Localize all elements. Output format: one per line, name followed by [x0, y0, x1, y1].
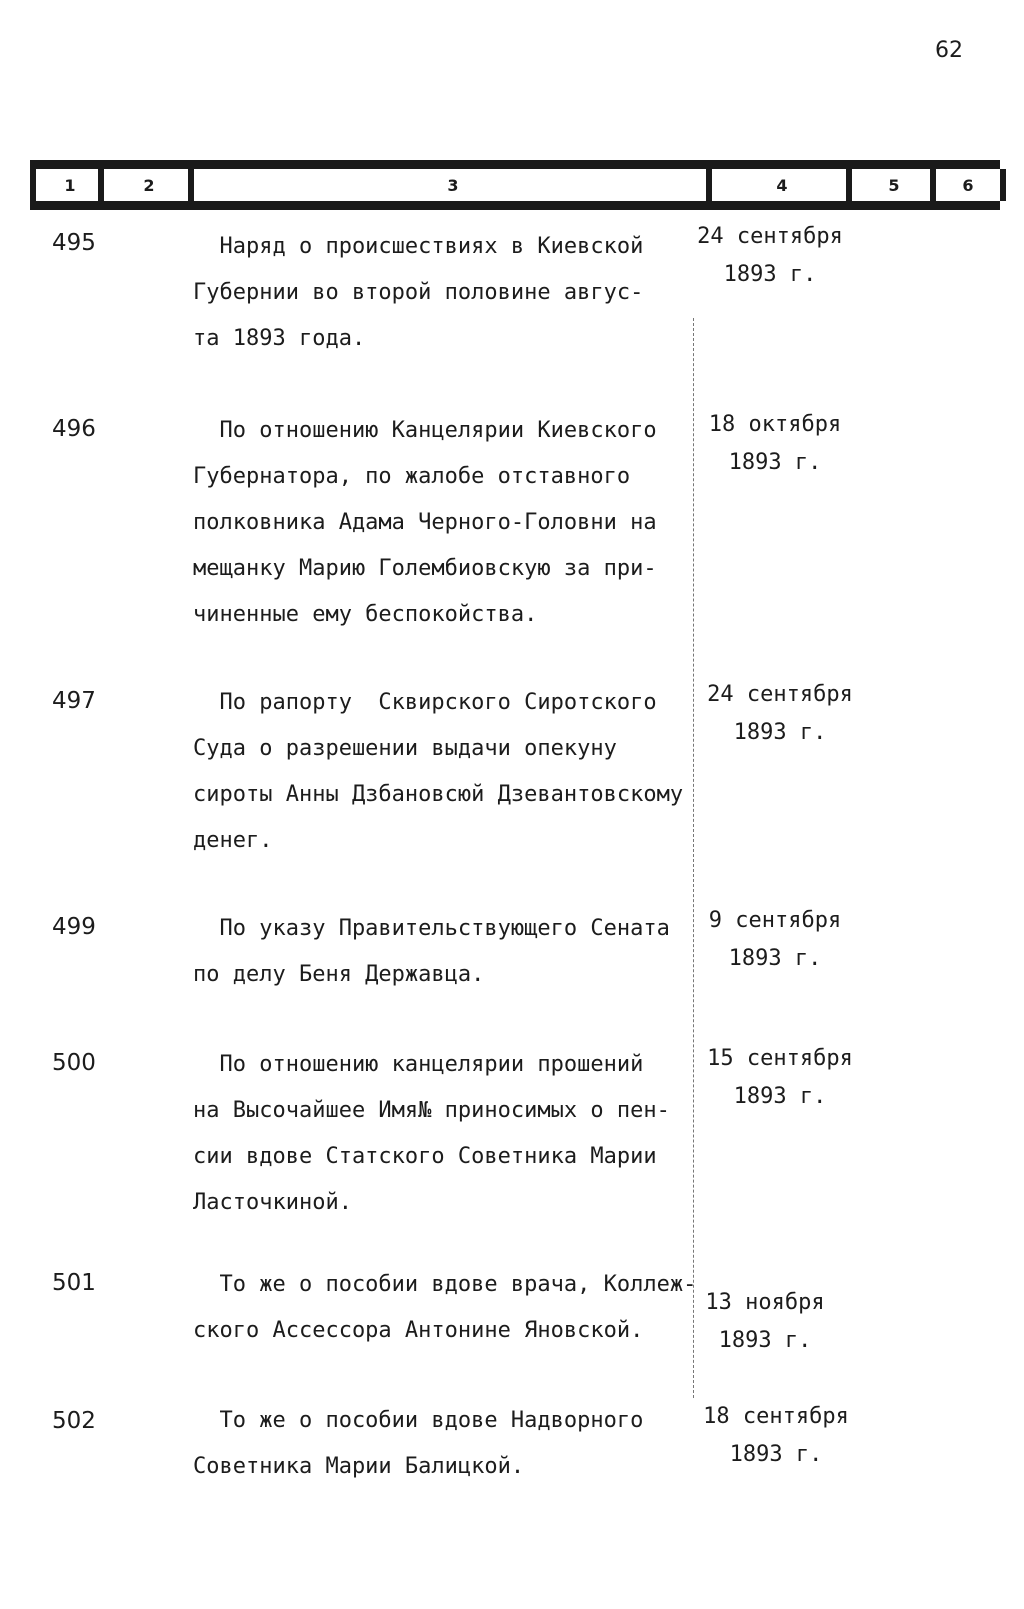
- record-line: чиненные ему беспокойства.: [193, 602, 538, 627]
- record-line: То же о пособии вдове врача, Коллеж-: [193, 1272, 697, 1297]
- record-line: Суда о разрешении выдачи опекуну: [193, 736, 617, 761]
- record-description: [193, 1042, 703, 1226]
- record-date: [700, 676, 860, 752]
- record-line: Наряд о происшествиях в Киевской: [193, 234, 644, 259]
- record-date: [700, 1040, 860, 1116]
- record-date: [690, 1284, 840, 1360]
- record-line: Губернатора, по жалобе отставного: [193, 464, 631, 489]
- date-year: 1893 г.: [718, 1328, 812, 1353]
- record-number: 501: [52, 1270, 96, 1296]
- record-line: на Высочайшее Имя№ приносимых о пен-: [193, 1098, 670, 1123]
- record-line: Ласточкиной.: [193, 1190, 352, 1215]
- record-line: ского Ассессора Антонине Яновской.: [193, 1318, 644, 1343]
- record-number: 497: [52, 688, 96, 714]
- record-line: денег.: [193, 828, 273, 853]
- record-line: сии вдове Статского Советника Марии: [193, 1144, 657, 1169]
- record-line: Губернии во второй половине авгус-: [193, 280, 644, 305]
- date-year: 1893 г.: [728, 946, 822, 971]
- record-line: По рапорту Сквирского Сиротского: [193, 690, 657, 715]
- record-date: [700, 406, 850, 482]
- record-number: 495: [52, 230, 96, 256]
- record-number: 496: [52, 416, 96, 442]
- record-line: та 1893 года.: [193, 326, 366, 351]
- column-header-2: 2: [98, 169, 194, 201]
- date-year: 1893 г.: [729, 1442, 823, 1467]
- record-line: По указу Правительствующего Сената: [193, 916, 670, 941]
- record-number: 502: [52, 1408, 96, 1434]
- date-day: 24 сентября: [707, 682, 853, 707]
- record-description: [193, 680, 703, 864]
- record-date: [700, 902, 850, 978]
- record-description: [193, 1262, 703, 1354]
- record-line: по делу Беня Державца.: [193, 962, 485, 987]
- column-header-5: 5: [846, 169, 936, 201]
- record-line: сироты Анны Дзбановсюй Дзевантовскому: [193, 782, 684, 807]
- record-line: Советника Марии Балицкой.: [193, 1454, 525, 1479]
- record-line: полковника Адама Черного-Головни на: [193, 510, 657, 535]
- column-header-bar: [30, 160, 1000, 210]
- record-line: По отношению канцелярии прошений: [193, 1052, 644, 1077]
- record-number: 500: [52, 1050, 96, 1076]
- record-line: По отношению Канцелярии Киевского: [193, 418, 657, 443]
- date-year: 1893 г.: [733, 1084, 827, 1109]
- record-description: [193, 224, 703, 362]
- column-header-3: 3: [188, 169, 712, 201]
- record-line: То же о пособии вдове Надворного: [193, 1408, 644, 1433]
- date-day: 18 сентября: [703, 1404, 849, 1429]
- date-day: 9 сентября: [708, 908, 842, 933]
- column-header-1: 1: [30, 169, 104, 201]
- record-description: [193, 1398, 703, 1490]
- date-year: 1893 г.: [723, 262, 817, 287]
- date-day: 13 ноября: [705, 1290, 825, 1315]
- record-date: [696, 1398, 856, 1474]
- record-description: [193, 906, 703, 998]
- date-year: 1893 г.: [728, 450, 822, 475]
- column-header-6: 6: [930, 169, 1006, 201]
- record-number: 499: [52, 914, 96, 940]
- date-day: 15 сентября: [707, 1046, 853, 1071]
- page-number: 62: [935, 38, 963, 63]
- date-year: 1893 г.: [733, 720, 827, 745]
- record-line: мещанку Марию Голембиовскую за при-: [193, 556, 657, 581]
- record-description: [193, 408, 703, 638]
- date-day: 18 октября: [708, 412, 842, 437]
- column-header-4: 4: [706, 169, 852, 201]
- record-date: [690, 218, 850, 294]
- date-day: 24 сентября: [697, 224, 843, 249]
